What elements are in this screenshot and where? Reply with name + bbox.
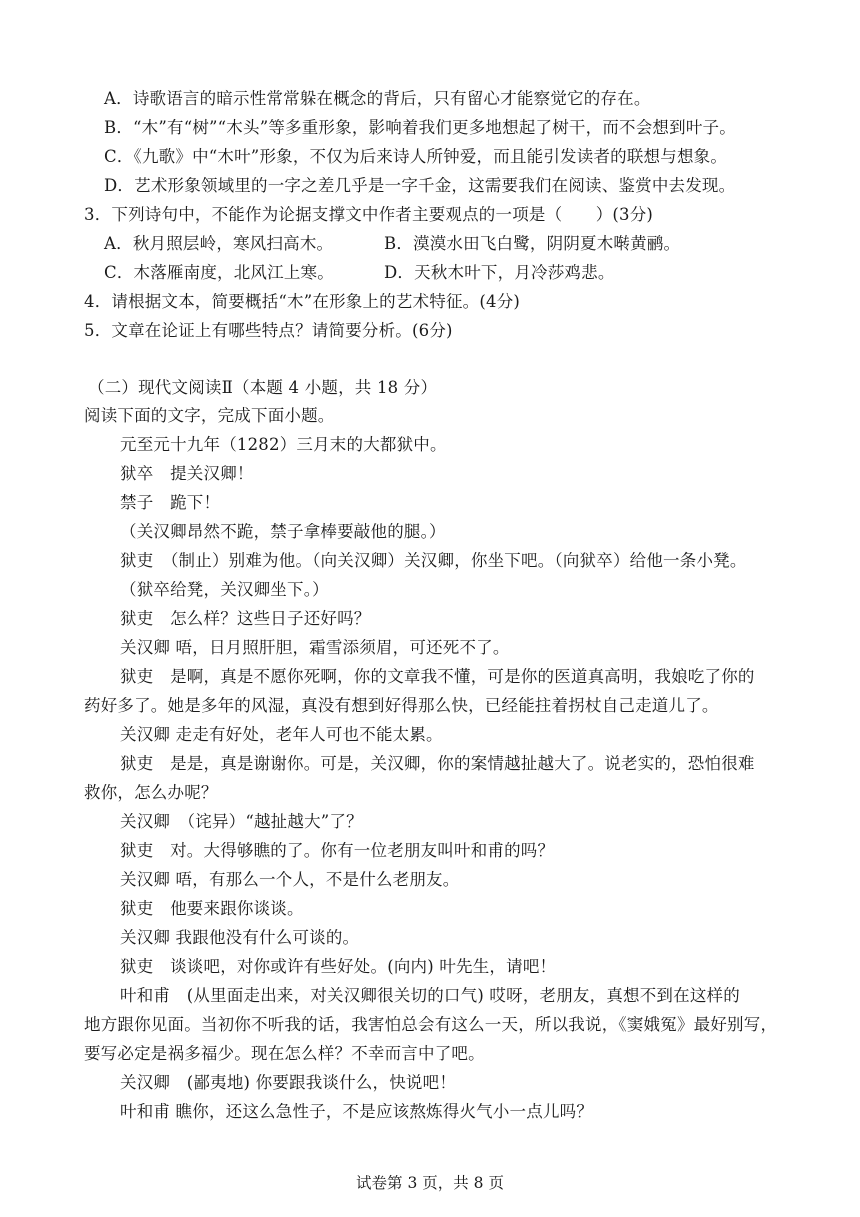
q3-option-a: A．秋月照层岭，寒风扫高木。 [104, 234, 334, 253]
q3-option-d: D．天秋木叶下，月冷莎鸡悲。 [384, 263, 615, 282]
q3-option-row-1 [104, 233, 681, 255]
script-line: 禁子 跪下！ [120, 493, 221, 512]
script-line: 狱吏 谈谈吧，对你或许有些好处。(向内) 叶先生，请吧！ [120, 957, 557, 976]
script-line: 狱吏 是啊，真是不愿你死啊，你的文章我不懂，可是你的医道真高明，我娘吃了你的 [120, 667, 755, 686]
script-line: 狱吏 怎么样？这些日子还好吗？ [120, 609, 371, 628]
script-line: 元至元十九年（1282）三月末的大都狱中。 [120, 435, 447, 454]
q3-option-b: B．漠漠水田飞白鹭，阴阴夏木啭黄鹂。 [384, 234, 681, 253]
script-line: 关汉卿 唔，有那么一个人，不是什么老朋友。 [120, 870, 460, 889]
q4-stem: 4．请根据文本，简要概括“木”在形象上的艺术特征。(4分) [84, 292, 521, 311]
script-line: 要写必定是祸多福少。现在怎么样？不幸而言中了吧。 [84, 1044, 485, 1063]
script-line: 关汉卿 走走有好处，老年人可也不能太累。 [120, 725, 443, 744]
q2-option-b: B．“木”有“树”“木头”等多重形象，影响着我们更多地想起了树干，而不会想到叶子。 [104, 118, 736, 137]
q2-option-a: A．诗歌语言的暗示性常常躲在概念的背后，只有留心才能察觉它的存在。 [104, 89, 651, 108]
script-line: 狱吏 对。大得够瞧的了。你有一位老朋友叫叶和甫的吗？ [120, 841, 555, 860]
script-line: 关汉卿 我跟他没有什么可谈的。 [120, 928, 360, 947]
script-line: 药好多了。她是多年的风湿，真没有想到好得那么快，已经能拄着拐杖自己走道儿了。 [84, 696, 719, 715]
page-footer: 试卷第 3 页，共 8 页 [356, 1174, 504, 1192]
script-line: 狱吏 他要来跟你谈谈。 [120, 899, 304, 918]
script-line: 狱卒 提关汉卿！ [120, 464, 254, 483]
script-line: （狱卒给凳，关汉卿坐下。） [120, 580, 329, 599]
script-line: 叶和甫 (从里面走出来，对关汉卿很关切的口气) 哎呀，老朋友，真想不到在这样的 [120, 986, 740, 1005]
script-line: 关汉卿 （诧异）“越扯越大”了？ [120, 812, 363, 831]
script-line: （关汉卿昂然不跪，禁子拿棒要敲他的腿。） [120, 522, 446, 541]
q3-stem: 3．下列诗句中，不能作为论据支撑文中作者主要观点的一项是（ ）(3分) [84, 205, 654, 224]
section-instruction: 阅读下面的文字，完成下面小题。 [84, 406, 335, 425]
script-line: 狱吏 （制止）别难为他。（向关汉卿）关汉卿，你坐下吧。（向狱卒）给他一条小凳。 [120, 551, 747, 570]
q3-option-c: C．木落雁南度，北风江上寒。 [104, 263, 334, 282]
section-heading: （二）现代文阅读Ⅱ（本题 4 小题，共 18 分） [88, 378, 438, 397]
q2-option-c: C．《九歌》中“木叶”形象，不仅为后来诗人所钟爱，而且能引发读者的联想与想象。 [104, 147, 728, 166]
q5-stem: 5．文章在论证上有哪些特点？请简要分析。(6分) [84, 321, 453, 340]
script-line: 救你，怎么办呢？ [84, 783, 218, 802]
q3-option-row-2 [104, 262, 615, 284]
q2-option-d: D．艺术形象领域里的一字之差几乎是一字千金，这需要我们在阅读、鉴赏中去发现。 [104, 176, 736, 195]
script-line: 叶和甫 瞧你，还这么急性子，不是应该熬炼得火气小一点儿吗？ [120, 1102, 594, 1121]
script-line: 关汉卿 唔，日月照肝胆，霜雪添须眉，可还死不了。 [120, 638, 510, 657]
script-line: 地方跟你见面。当初你不听我的话，我害怕总会有这么一天，所以我说，《窦娥冤》最好别写， [84, 1015, 778, 1034]
script-line: 关汉卿 (鄙夷地) 你要跟我谈什么，快说吧！ [120, 1073, 457, 1092]
script-line: 狱吏 是是，真是谢谢你。可是，关汉卿，你的案情越扯越大了。说老实的，恐怕很难 [120, 754, 755, 773]
